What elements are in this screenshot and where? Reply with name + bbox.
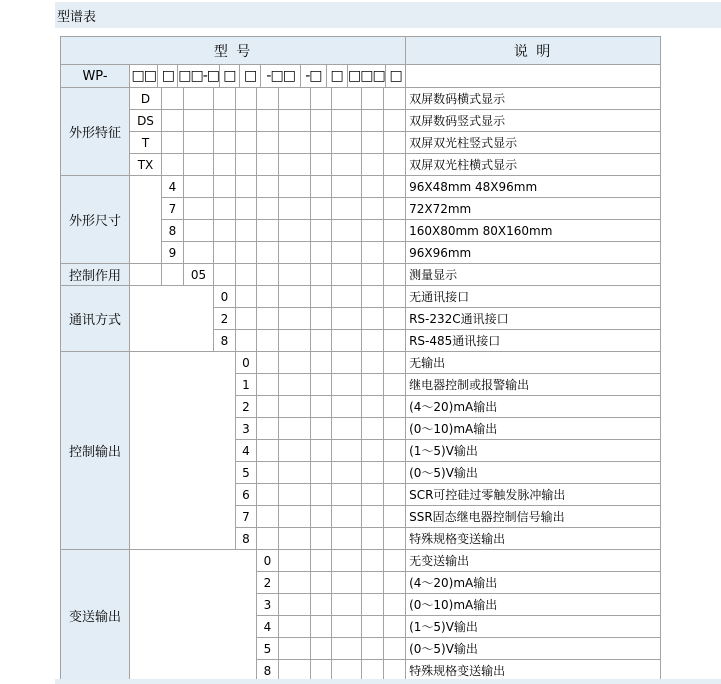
- description-cell: 双屏数码横式显示: [406, 88, 661, 110]
- empty-cell: [332, 154, 362, 176]
- empty-cell: [311, 528, 332, 550]
- model-code-cell: 7: [236, 506, 257, 528]
- empty-cell: [362, 594, 384, 616]
- model-box-segment: □: [220, 65, 240, 87]
- empty-cell: [384, 484, 406, 506]
- section-label: 控制输出: [61, 352, 130, 550]
- empty-cell: [236, 330, 257, 352]
- empty-cell: [362, 440, 384, 462]
- empty-cell: [162, 154, 184, 176]
- empty-cell: [257, 396, 279, 418]
- empty-cell: [332, 572, 362, 594]
- model-code-cell: 4: [257, 616, 279, 638]
- spec-row: [61, 550, 661, 572]
- page-title-bar: [55, 2, 721, 28]
- empty-cell: [362, 418, 384, 440]
- description-cell: 特殊规格变送输出: [406, 660, 661, 682]
- model-format-cells: [130, 65, 405, 87]
- description-cell: (4～20)mA输出: [406, 572, 661, 594]
- description-cell: 继电器控制或报警输出: [406, 374, 661, 396]
- description-cell: (1～5)V输出: [406, 616, 661, 638]
- empty-cell: [279, 638, 311, 660]
- empty-cell: [311, 154, 332, 176]
- empty-cell: [384, 176, 406, 198]
- empty-cell: [214, 176, 236, 198]
- model-code-cell: 4: [236, 440, 257, 462]
- empty-cell: [279, 484, 311, 506]
- empty-cell: [311, 572, 332, 594]
- empty-cell: [311, 110, 332, 132]
- empty-cell: [311, 616, 332, 638]
- empty-cell: [311, 352, 332, 374]
- empty-cell: [384, 264, 406, 286]
- empty-cell: [257, 352, 279, 374]
- empty-cell: [279, 506, 311, 528]
- empty-cell: [214, 264, 236, 286]
- empty-cell: [257, 308, 279, 330]
- model-code-cell: 7: [162, 198, 184, 220]
- empty-cell: [257, 242, 279, 264]
- empty-cell: [184, 154, 214, 176]
- empty-cell: [332, 440, 362, 462]
- empty-cell: [362, 572, 384, 594]
- empty-cell: [384, 440, 406, 462]
- empty-cell: [184, 198, 214, 220]
- empty-cell: [311, 308, 332, 330]
- description-cell: 双屏数码竖式显示: [406, 110, 661, 132]
- empty-cell: [279, 286, 311, 308]
- empty-cell: [162, 264, 184, 286]
- empty-cell: [362, 220, 384, 242]
- model-code-cell: 0: [236, 352, 257, 374]
- empty-cell: [362, 198, 384, 220]
- model-code-cell: 5: [236, 462, 257, 484]
- empty-cell: [257, 286, 279, 308]
- empty-cell: [162, 132, 184, 154]
- empty-cell: [362, 506, 384, 528]
- empty-cell: [332, 264, 362, 286]
- bottom-strip: [55, 679, 721, 684]
- model-code-cell: 0: [257, 550, 279, 572]
- empty-cell: [362, 330, 384, 352]
- empty-cell: [279, 418, 311, 440]
- empty-cell: [362, 176, 384, 198]
- section-label: 外形特征: [61, 88, 130, 176]
- empty-cell: [214, 154, 236, 176]
- description-cell: 双屏双光柱横式显示: [406, 154, 661, 176]
- empty-cell: [332, 616, 362, 638]
- spec-row: [61, 286, 661, 308]
- empty-cell: [332, 220, 362, 242]
- empty-cell: [332, 352, 362, 374]
- model-code-cell: 2: [214, 308, 236, 330]
- merged-empty-cell: [130, 286, 214, 352]
- empty-cell: [332, 594, 362, 616]
- empty-cell: [279, 132, 311, 154]
- description-cell: SCR可控硅过零触发脉冲输出: [406, 484, 661, 506]
- model-code-cell: 3: [257, 594, 279, 616]
- empty-cell: [184, 176, 214, 198]
- empty-cell: [362, 308, 384, 330]
- empty-cell: [384, 154, 406, 176]
- section-label: 控制作用: [61, 264, 130, 286]
- empty-cell: [184, 110, 214, 132]
- description-cell: 测量显示: [406, 264, 661, 286]
- empty-cell: [257, 132, 279, 154]
- empty-cell: [332, 286, 362, 308]
- empty-cell: [130, 264, 162, 286]
- empty-cell: [279, 176, 311, 198]
- empty-cell: [279, 374, 311, 396]
- empty-cell: [257, 484, 279, 506]
- spec-row: [61, 88, 661, 110]
- empty-cell: [332, 462, 362, 484]
- empty-cell: [311, 264, 332, 286]
- empty-cell: [362, 286, 384, 308]
- empty-cell: [184, 242, 214, 264]
- empty-cell: [257, 462, 279, 484]
- empty-cell: [384, 330, 406, 352]
- model-code-cell: 5: [257, 638, 279, 660]
- section-label: 外形尺寸: [61, 176, 130, 264]
- merged-empty-cell: [130, 550, 257, 682]
- empty-cell: [384, 616, 406, 638]
- empty-cell: [332, 242, 362, 264]
- model-prefix-cell: WP-: [61, 65, 130, 88]
- model-box-segment: -□□: [261, 65, 301, 87]
- empty-cell: [332, 110, 362, 132]
- empty-cell: [311, 220, 332, 242]
- empty-cell: [384, 396, 406, 418]
- empty-cell: [311, 440, 332, 462]
- empty-cell: [362, 154, 384, 176]
- empty-cell: [257, 418, 279, 440]
- empty-cell: [236, 154, 257, 176]
- empty-cell: [279, 572, 311, 594]
- description-cell: 特殊规格变送输出: [406, 528, 661, 550]
- empty-cell: [279, 462, 311, 484]
- spec-row: [61, 352, 661, 374]
- empty-cell: [184, 220, 214, 242]
- empty-cell: [279, 352, 311, 374]
- description-cell: (0～10)mA输出: [406, 418, 661, 440]
- empty-cell: [279, 242, 311, 264]
- model-format-boxes-cell: [130, 65, 406, 88]
- empty-cell: [332, 550, 362, 572]
- description-cell: 双屏双光柱竖式显示: [406, 132, 661, 154]
- empty-cell: [214, 88, 236, 110]
- empty-cell: [184, 132, 214, 154]
- description-cell: (0～10)mA输出: [406, 594, 661, 616]
- empty-cell: [236, 110, 257, 132]
- empty-cell: [279, 154, 311, 176]
- model-code-cell: D: [130, 88, 162, 110]
- model-box-segment: □□-□: [178, 65, 220, 87]
- model-code-cell: 8: [236, 528, 257, 550]
- empty-cell: [279, 550, 311, 572]
- description-cell: 无通讯接口: [406, 286, 661, 308]
- empty-cell: [362, 88, 384, 110]
- empty-cell: [257, 330, 279, 352]
- empty-cell: [311, 638, 332, 660]
- empty-cell: [311, 198, 332, 220]
- empty-cell: [311, 176, 332, 198]
- empty-cell: [362, 242, 384, 264]
- empty-cell: [332, 528, 362, 550]
- empty-cell: [236, 176, 257, 198]
- description-cell: 96X48mm 48X96mm: [406, 176, 661, 198]
- section-label: 变送输出: [61, 550, 130, 682]
- empty-cell: [311, 330, 332, 352]
- empty-cell: [257, 176, 279, 198]
- empty-cell: [236, 264, 257, 286]
- model-code-cell: 0: [214, 286, 236, 308]
- empty-cell: [362, 638, 384, 660]
- model-code-cell: 8: [162, 220, 184, 242]
- description-cell: 96X96mm: [406, 242, 661, 264]
- empty-cell: [384, 242, 406, 264]
- model-code-cell: 9: [162, 242, 184, 264]
- empty-cell: [214, 132, 236, 154]
- empty-cell: [279, 110, 311, 132]
- empty-cell: [311, 286, 332, 308]
- empty-cell: [332, 418, 362, 440]
- empty-cell: [184, 88, 214, 110]
- empty-cell: [384, 594, 406, 616]
- empty-cell: [236, 286, 257, 308]
- empty-cell: [279, 594, 311, 616]
- empty-cell: [384, 198, 406, 220]
- empty-cell: [257, 88, 279, 110]
- empty-cell: [384, 220, 406, 242]
- empty-cell: [384, 506, 406, 528]
- empty-cell: [257, 264, 279, 286]
- description-cell: (0～5)V输出: [406, 462, 661, 484]
- description-cell: (0～5)V输出: [406, 638, 661, 660]
- merged-empty-cell: [130, 176, 162, 264]
- spec-row: [61, 264, 661, 286]
- empty-cell: [257, 528, 279, 550]
- model-code-cell: TX: [130, 154, 162, 176]
- empty-cell: [311, 506, 332, 528]
- empty-cell: [257, 110, 279, 132]
- empty-cell: [279, 198, 311, 220]
- empty-cell: [384, 110, 406, 132]
- empty-cell: [279, 88, 311, 110]
- empty-cell: [236, 308, 257, 330]
- model-box-segment: □: [158, 65, 178, 87]
- empty-cell: [332, 88, 362, 110]
- description-cell: 72X72mm: [406, 198, 661, 220]
- model-code-cell: 2: [236, 396, 257, 418]
- empty-cell: [311, 88, 332, 110]
- empty-cell: [257, 506, 279, 528]
- description-cell: 无变送输出: [406, 550, 661, 572]
- empty-cell: [257, 220, 279, 242]
- empty-cell: [311, 374, 332, 396]
- empty-cell: [362, 374, 384, 396]
- empty-cell: [384, 550, 406, 572]
- empty-cell: [257, 154, 279, 176]
- spec-row: [61, 132, 661, 154]
- empty-cell: [236, 242, 257, 264]
- spec-row: [61, 154, 661, 176]
- section-label: 通讯方式: [61, 286, 130, 352]
- empty-cell: [279, 616, 311, 638]
- empty-cell: [279, 264, 311, 286]
- page-title: 型谱表: [57, 9, 97, 25]
- empty-cell: [384, 286, 406, 308]
- model-column-header: 型 号: [61, 37, 406, 65]
- empty-cell: [332, 308, 362, 330]
- model-code-cell: 4: [162, 176, 184, 198]
- description-cell: (4～20)mA输出: [406, 396, 661, 418]
- description-cell: 160X80mm 80X160mm: [406, 220, 661, 242]
- empty-cell: [362, 550, 384, 572]
- model-code-cell: 8: [214, 330, 236, 352]
- empty-cell: [279, 440, 311, 462]
- empty-cell: [162, 110, 184, 132]
- empty-cell: [384, 572, 406, 594]
- empty-cell: [332, 176, 362, 198]
- empty-cell: [311, 418, 332, 440]
- empty-cell: [279, 308, 311, 330]
- empty-cell: [332, 638, 362, 660]
- model-code-cell: 6: [236, 484, 257, 506]
- model-code-cell: T: [130, 132, 162, 154]
- empty-cell: [362, 616, 384, 638]
- empty-cell: [384, 352, 406, 374]
- empty-cell: [257, 374, 279, 396]
- empty-cell: [362, 264, 384, 286]
- empty-cell: [311, 132, 332, 154]
- description-cell: [406, 65, 661, 88]
- empty-cell: [332, 396, 362, 418]
- empty-cell: [384, 132, 406, 154]
- table-header-row: [61, 37, 661, 65]
- description-cell: SSR固态继电器控制信号输出: [406, 506, 661, 528]
- spec-row: [61, 110, 661, 132]
- empty-cell: [279, 220, 311, 242]
- empty-cell: [384, 88, 406, 110]
- empty-cell: [311, 242, 332, 264]
- model-code-cell: 1: [236, 374, 257, 396]
- empty-cell: [311, 396, 332, 418]
- empty-cell: [332, 374, 362, 396]
- empty-cell: [384, 418, 406, 440]
- empty-cell: [332, 330, 362, 352]
- model-box-segment: □: [327, 65, 348, 87]
- empty-cell: [362, 528, 384, 550]
- empty-cell: [384, 638, 406, 660]
- model-code-cell: DS: [130, 110, 162, 132]
- description-column-header: 说 明: [406, 37, 661, 65]
- empty-cell: [384, 528, 406, 550]
- description-cell: (1～5)V输出: [406, 440, 661, 462]
- empty-cell: [214, 110, 236, 132]
- empty-cell: [311, 462, 332, 484]
- empty-cell: [236, 198, 257, 220]
- empty-cell: [257, 440, 279, 462]
- empty-cell: [214, 198, 236, 220]
- empty-cell: [214, 242, 236, 264]
- description-cell: RS-232C通讯接口: [406, 308, 661, 330]
- model-box-segment: -□: [301, 65, 327, 87]
- merged-empty-cell: [130, 352, 236, 550]
- empty-cell: [279, 528, 311, 550]
- empty-cell: [362, 352, 384, 374]
- empty-cell: [311, 550, 332, 572]
- description-cell: 无输出: [406, 352, 661, 374]
- empty-cell: [279, 396, 311, 418]
- empty-cell: [214, 220, 236, 242]
- model-format-row: [61, 65, 661, 88]
- model-code-cell: 2: [257, 572, 279, 594]
- empty-cell: [236, 88, 257, 110]
- model-box-segment: □: [240, 65, 262, 87]
- spec-row: [61, 176, 661, 198]
- empty-cell: [257, 198, 279, 220]
- empty-cell: [279, 330, 311, 352]
- empty-cell: [362, 484, 384, 506]
- model-box-segment: □□: [130, 65, 158, 87]
- empty-cell: [236, 220, 257, 242]
- empty-cell: [384, 374, 406, 396]
- empty-cell: [362, 132, 384, 154]
- empty-cell: [332, 506, 362, 528]
- model-code-cell: 8: [257, 660, 279, 682]
- empty-cell: [162, 88, 184, 110]
- empty-cell: [332, 132, 362, 154]
- empty-cell: [362, 462, 384, 484]
- model-code-cell: 3: [236, 418, 257, 440]
- empty-cell: [311, 594, 332, 616]
- empty-cell: [384, 462, 406, 484]
- model-box-segment: □: [389, 68, 402, 84]
- empty-cell: [311, 484, 332, 506]
- empty-cell: [332, 484, 362, 506]
- description-cell: RS-485通讯接口: [406, 330, 661, 352]
- model-spectrum-table: [60, 36, 661, 682]
- model-box-segment: □□□: [348, 65, 387, 87]
- model-code-cell: 05: [184, 264, 214, 286]
- empty-cell: [332, 198, 362, 220]
- empty-cell: [236, 132, 257, 154]
- empty-cell: [362, 110, 384, 132]
- empty-cell: [384, 308, 406, 330]
- empty-cell: [362, 396, 384, 418]
